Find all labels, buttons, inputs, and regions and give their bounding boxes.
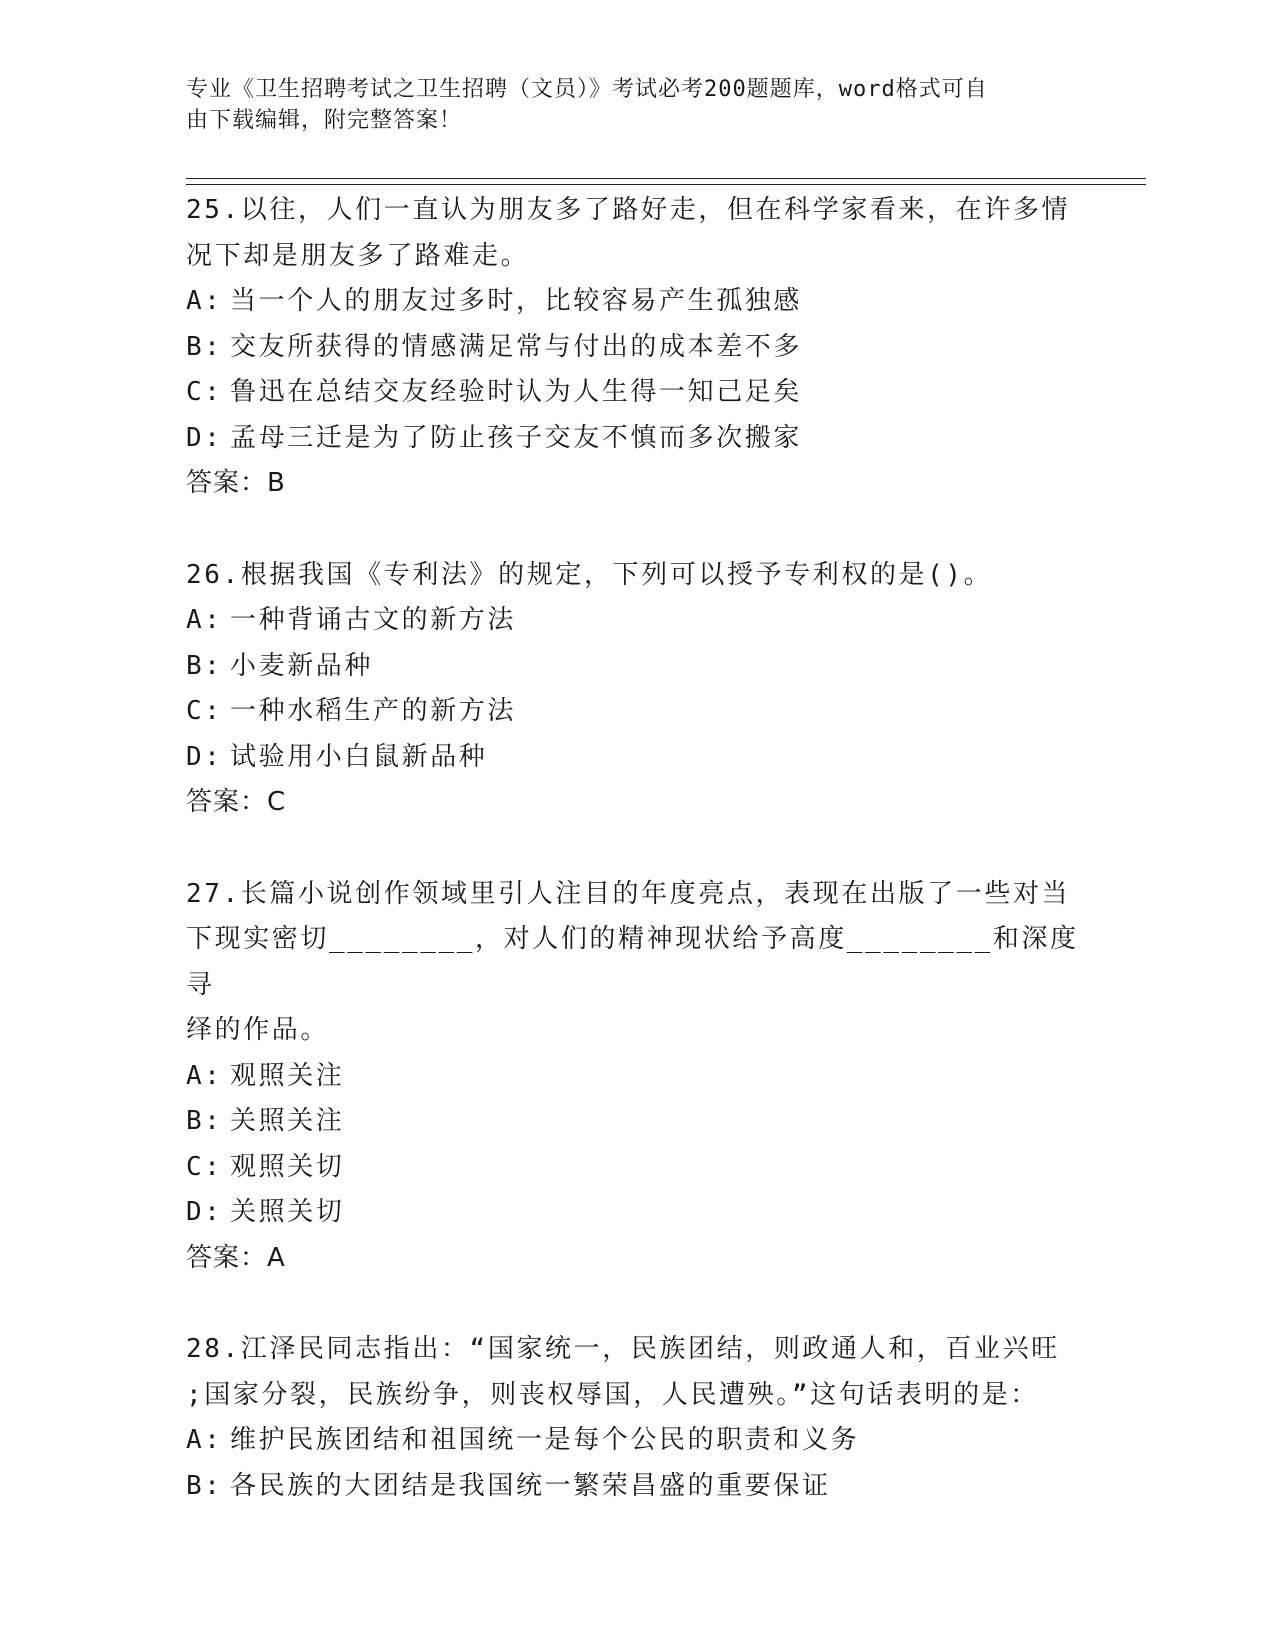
- option-label: C:: [186, 696, 223, 726]
- option-label: D:: [186, 1197, 223, 1227]
- option-label: B:: [186, 331, 223, 362]
- question-text-line: 况下却是朋友多了路难走。: [186, 240, 530, 271]
- answer-line: 答案：C: [186, 787, 287, 817]
- option-a: [186, 1054, 1086, 1100]
- option-label: B:: [186, 650, 223, 681]
- option-text: 一种背诵古文的新方法: [230, 605, 517, 635]
- question-text-line: 25.以往，人们一直认为朋友多了路好走，但在科学家看来，在许多情: [186, 195, 1071, 225]
- question-28: [186, 1327, 1086, 1509]
- header-divider: [186, 178, 1146, 185]
- option-text: 维护民族团结和祖国统一是每个公民的职责和义务: [230, 1425, 860, 1455]
- header-line-1: 专业《卫生招聘考试之卫生招聘（文员）》考试必考200题题库，word格式可自: [186, 77, 988, 102]
- question-26: [186, 553, 1086, 826]
- option-b: [186, 1099, 1086, 1145]
- option-label: B:: [186, 1470, 223, 1501]
- option-b: [186, 1464, 1086, 1510]
- question-text-line: 下现实密切________，对人们的精神现状给予高度________和深度寻: [186, 924, 1079, 1000]
- option-label: A:: [186, 1060, 223, 1091]
- answer-line: 答案：A: [186, 1242, 286, 1273]
- option-label: D:: [186, 422, 223, 453]
- question-25: [186, 188, 1086, 507]
- question-text-line: 26.根据我国《专利法》的规定，下列可以授予专利权的是()。: [186, 559, 993, 590]
- option-text: 鲁迅在总结交友经验时认为人生得一知己足矣: [230, 377, 803, 407]
- option-text: 观照关注: [230, 1060, 345, 1091]
- option-text: 小麦新品种: [230, 650, 374, 681]
- question-list: [186, 188, 1086, 1555]
- option-text: 关照关切: [230, 1197, 345, 1227]
- option-a: [186, 279, 1086, 325]
- question-text-line: 27.长篇小说创作领域里引人注目的年度亮点，表现在出版了一些对当: [186, 878, 1071, 909]
- option-a: [186, 1418, 1086, 1464]
- answer-line: 答案：B: [186, 468, 286, 498]
- option-d: [186, 1190, 1086, 1236]
- option-c: [186, 370, 1086, 416]
- option-label: A:: [186, 1425, 223, 1455]
- option-text: 观照关切: [230, 1151, 345, 1182]
- option-label: C:: [186, 377, 223, 407]
- option-label: D:: [186, 741, 223, 772]
- option-c: [186, 1145, 1086, 1191]
- option-text: 一种水稻生产的新方法: [230, 696, 517, 726]
- option-text: 各民族的大团结是我国统一繁荣昌盛的重要保证: [230, 1470, 831, 1501]
- option-d: [186, 735, 1086, 781]
- question-text-line: 28.江泽民同志指出：“国家统一，民族团结，则政通人和，百业兴旺: [186, 1334, 1060, 1364]
- header-line-2: 由下载编辑，附完整答案！: [186, 108, 463, 133]
- option-text: 试验用小白鼠新品种: [230, 741, 488, 772]
- option-label: B:: [186, 1106, 223, 1136]
- option-text: 关照关注: [230, 1106, 345, 1136]
- question-text-line: ;国家分裂，民族纷争，则丧权辱国，人民遭殃。”这句话表明的是：: [186, 1379, 1039, 1410]
- option-label: A:: [186, 605, 223, 635]
- option-text: 孟母三迁是为了防止孩子交友不慎而多次搬家: [230, 422, 803, 453]
- question-text-line: 绎的作品。: [186, 1015, 330, 1045]
- option-b: [186, 325, 1086, 371]
- question-27: [186, 872, 1086, 1282]
- document-header: [186, 74, 1066, 136]
- option-text: 当一个人的朋友过多时，比较容易产生孤独感: [230, 286, 803, 316]
- option-label: A:: [186, 286, 223, 316]
- option-d: [186, 416, 1086, 462]
- option-text: 交友所获得的情感满足常与付出的成本差不多: [230, 331, 803, 362]
- option-b: [186, 644, 1086, 690]
- option-a: [186, 598, 1086, 644]
- option-c: [186, 689, 1086, 735]
- option-label: C:: [186, 1151, 223, 1182]
